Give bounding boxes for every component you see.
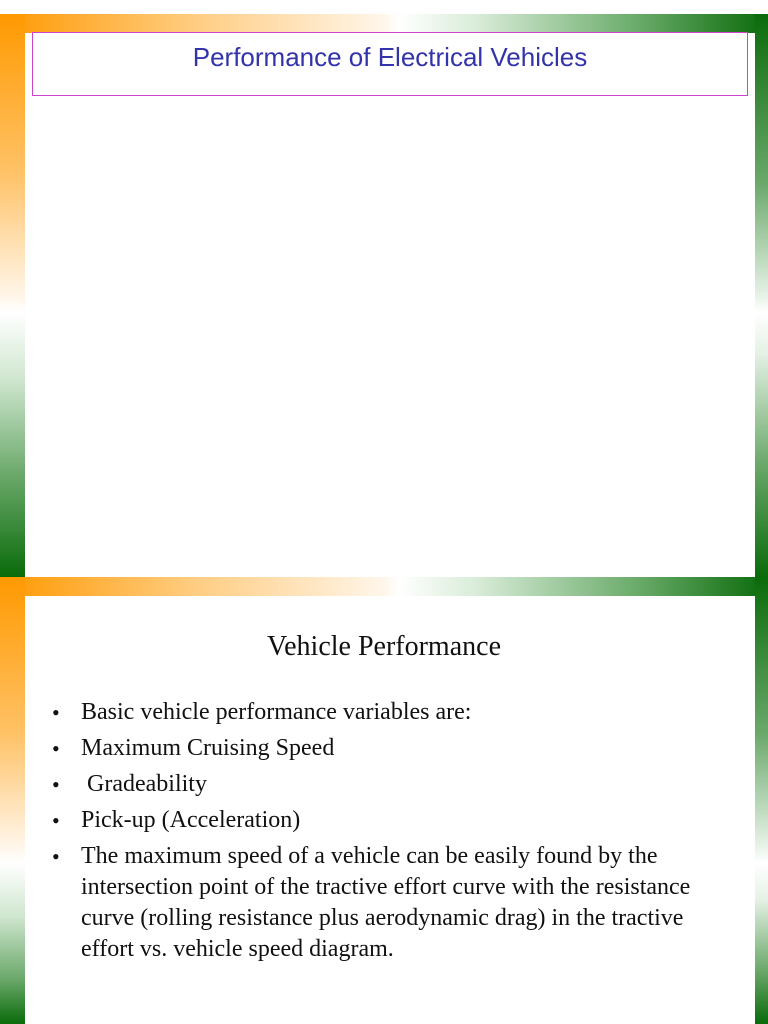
- bullet-text: Pick-up (Acceleration): [81, 807, 301, 833]
- slide-1: [0, 14, 768, 577]
- bullet-item: [50, 841, 730, 965]
- bullet-item: [50, 769, 730, 800]
- bullet-text: Maximum Cruising Speed: [81, 735, 335, 761]
- bullet-item: [50, 733, 730, 764]
- title-box: [32, 32, 748, 96]
- slide-right-band: [755, 14, 768, 577]
- bullet-item: [50, 697, 730, 728]
- bullet-text: Gradeability: [81, 771, 207, 797]
- bullet-text: Basic vehicle performance variables are:: [81, 699, 472, 725]
- slide-title: Performance of Electrical Vehicles: [192, 42, 588, 72]
- bullet-text: The maximum speed of a vehicle can be easily found by the intersection point of the tractive effort curve with the resistance curve (rolling resistance plus aerodynamic drag) in the tractive effort vs. vehicle speed diagram.: [81, 843, 691, 962]
- bullet-dot: •: [52, 736, 60, 761]
- slide-top-band: [0, 14, 768, 33]
- bullet-item: [50, 805, 730, 836]
- slide-2: [0, 577, 768, 1024]
- bullet-dot: •: [52, 700, 60, 725]
- slide-heading: Vehicle Performance: [267, 631, 501, 662]
- slide-top-band: [0, 577, 768, 596]
- slide-left-band: [0, 14, 25, 577]
- bullet-dot: •: [52, 808, 60, 833]
- bullet-dot: •: [52, 772, 60, 797]
- slide-content-area: [25, 33, 755, 577]
- bullet-dot: •: [52, 844, 60, 869]
- bullet-list: [50, 697, 730, 970]
